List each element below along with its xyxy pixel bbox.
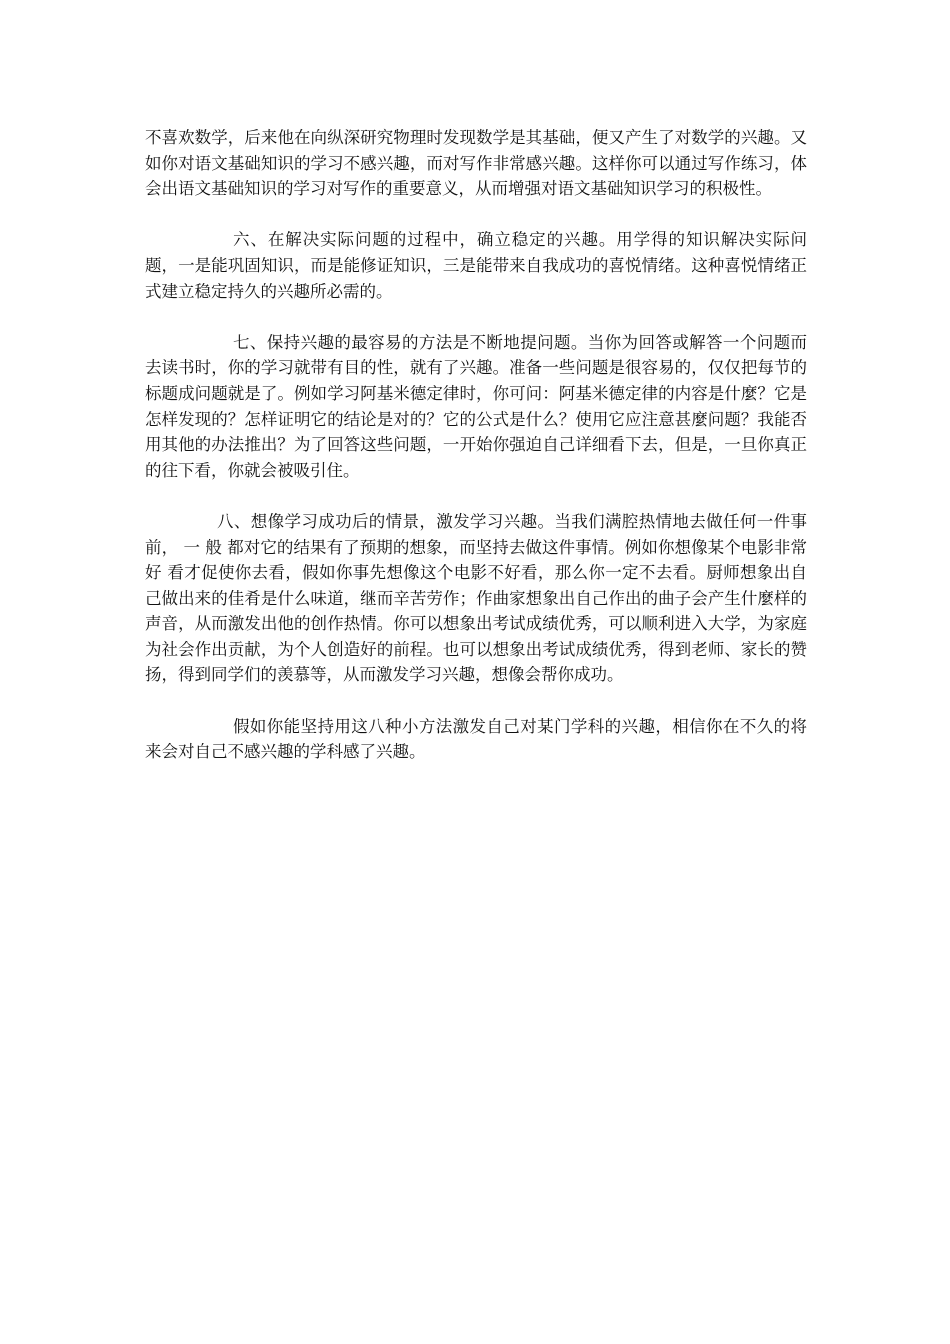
paragraph-conclusion: 假如你能坚持用这八种小方法激发自己对某门学科的兴趣，相信你在不久的将来会对自己不感兴趣的学科感了兴趣。 [145, 716, 807, 762]
document-page [145, 125, 807, 790]
paragraph-continuation: 不喜欢数学，后来他在向纵深研究物理时发现数学是其基础，便又产生了对数学的兴趣。又如你对语文基础知识的学习不感兴趣，而对写作非常感兴趣。这样你可以通过写作练习，体会出语文基础知识的学习对写作的重要意义，从而增强对语文基础知识学习的积极性。 [145, 128, 807, 199]
paragraph-point-six: 六、在解决实际问题的过程中，确立稳定的兴趣。用学得的知识解决实际问题，一是能巩固知识，而是能修证知识，三是能带来自我成功的喜悦情绪。这种喜悦情绪正式建立稳定持久的兴趣所必需的。 [145, 230, 807, 301]
paragraph-point-eight: 八、想像学习成功后的情景，激发学习兴趣。当我们满腔热情地去做任何一件事前， 一 般 都对它的结果有了预期的想象，而坚持去做这件事情。例如你想像某个电影非常好 看才促使你去看，假如你事先想像这个电影不好看，那么你一定不去看。厨师想象出自己做出来的佳肴是什么味道，继而辛苦劳作；作曲家想象出自己作出的曲子会产生什麼样的声音，从而激发出他的创作热情。你可以想象出考试成绩优秀，可以顺利进入大学，为家庭为社会作出贡献，为个人创造好的前程。也可以想象出考试成绩优秀，得到老师、家长的赞扬，得到同学们的羡慕等，从而激发学习兴趣，想像会帮你成功。 [145, 511, 807, 685]
paragraph-point-seven: 七、保持兴趣的最容易的方法是不断地提问题。当你为回答或解答一个问题而去读书时，你的学习就带有目的性，就有了兴趣。准备一些问题是很容易的，仅仅把每节的标题成问题就是了。例如学习阿基米德定律时，你可问：阿基米德定律的内容是什麼？它是怎样发现的？怎样证明它的结论是对的？它的公式是什么？使用它应注意甚麼问题？我能否用其他的办法推出？为了回答这些问题，一开始你强迫自己详细看下去，但是，一旦你真正的往下看，你就会被吸引住。 [145, 332, 807, 480]
